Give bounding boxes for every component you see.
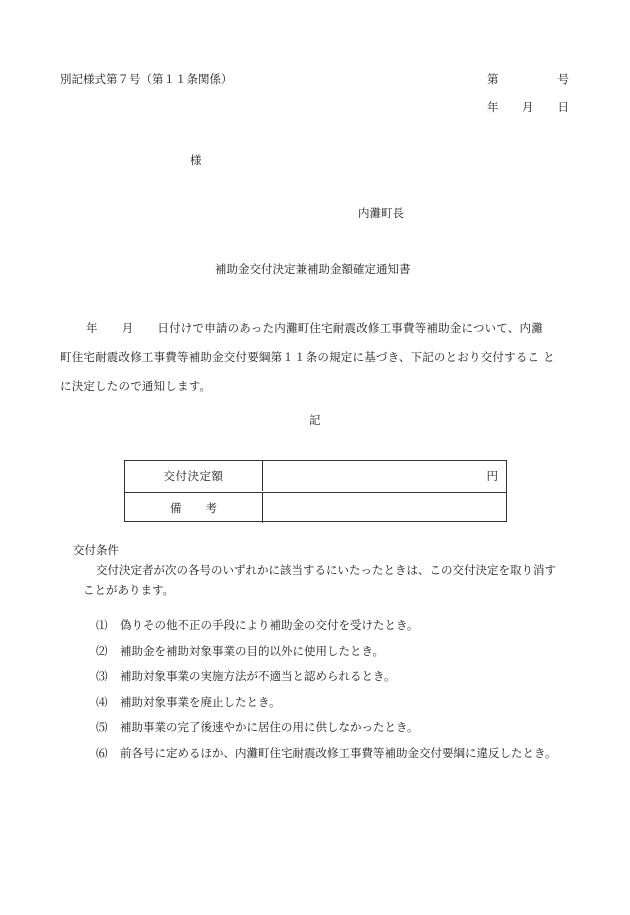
remarks-value-cell <box>263 493 506 523</box>
body-line-1-rest: 日付けで申請のあった内灘町住宅耐震改修工事費等補助金について、内灘 <box>157 321 543 335</box>
item-number: ⑶ <box>96 669 108 683</box>
conditions-list <box>96 618 586 771</box>
item-number: ⑴ <box>96 618 108 632</box>
grant-table <box>124 460 507 522</box>
body-line-2: 町住宅耐震改修工事費等補助金交付要綱第１１条の規定に基づき、下記のとおり交付するこ と <box>60 350 555 364</box>
number-suffix: 号 <box>557 72 569 86</box>
list-item <box>96 644 586 670</box>
item-number: ⑷ <box>96 694 108 709</box>
number-prefix: 第 <box>487 72 499 86</box>
item-text: 補助金を補助対象事業の目的以外に使用したとき。 <box>120 643 385 658</box>
list-item <box>96 618 586 644</box>
form-label: 別記様式第７号（第１１条関係） <box>60 72 233 86</box>
list-item <box>96 720 586 746</box>
item-text: 前各号に定めるほか、内灘町住宅耐震改修工事費等補助金交付要綱に違反したとき。 <box>120 745 557 760</box>
issuer: 内灘町長 <box>358 206 404 220</box>
body-line-3: に決定したので通知します。 <box>60 379 212 393</box>
item-text: 補助対象事業の実施方法が不適当と認められるとき。 <box>120 669 396 683</box>
conditions-line-1: 交付決定者が次の各号のいずれかに該当するにいたったときは、この交付決定を取り消す <box>96 563 556 577</box>
document-title: 補助金交付決定兼補助金額確定通知書 <box>215 262 411 276</box>
item-number: ⑹ <box>96 745 108 760</box>
conditions-line-2: ことがあります。 <box>83 583 175 597</box>
body-line-1 <box>60 314 575 343</box>
amount-unit: 円 <box>486 469 498 483</box>
document-date <box>487 100 569 114</box>
item-text: 補助事業の完了後速やかに居住の用に供しなかったとき。 <box>120 720 419 734</box>
amount-label: 交付決定額 <box>125 461 263 491</box>
item-text: 偽りその他不正の手段により補助金の交付を受けたとき。 <box>120 618 419 632</box>
date-month: 月 <box>522 100 534 114</box>
addressee-suffix: 様 <box>190 153 202 167</box>
list-item <box>96 695 586 721</box>
amount-value-cell <box>263 461 506 491</box>
date-year: 年 <box>487 100 499 114</box>
conditions-body <box>83 560 578 600</box>
table-row-remarks <box>125 492 506 523</box>
body-year: 年 <box>86 321 98 335</box>
ki-heading: 記 <box>309 413 321 427</box>
body-month: 月 <box>121 321 134 335</box>
body-paragraph <box>60 314 575 401</box>
remarks-label: 備考 <box>125 493 263 523</box>
list-item <box>96 746 586 772</box>
item-number: ⑵ <box>96 643 108 658</box>
item-number: ⑸ <box>96 720 108 734</box>
conditions-heading: 交付条件 <box>73 543 119 557</box>
table-row-amount <box>125 461 506 491</box>
item-text: 補助対象事業を廃止したとき。 <box>120 694 281 709</box>
list-item <box>96 669 586 695</box>
document-number <box>487 72 569 86</box>
date-day: 日 <box>557 100 569 114</box>
